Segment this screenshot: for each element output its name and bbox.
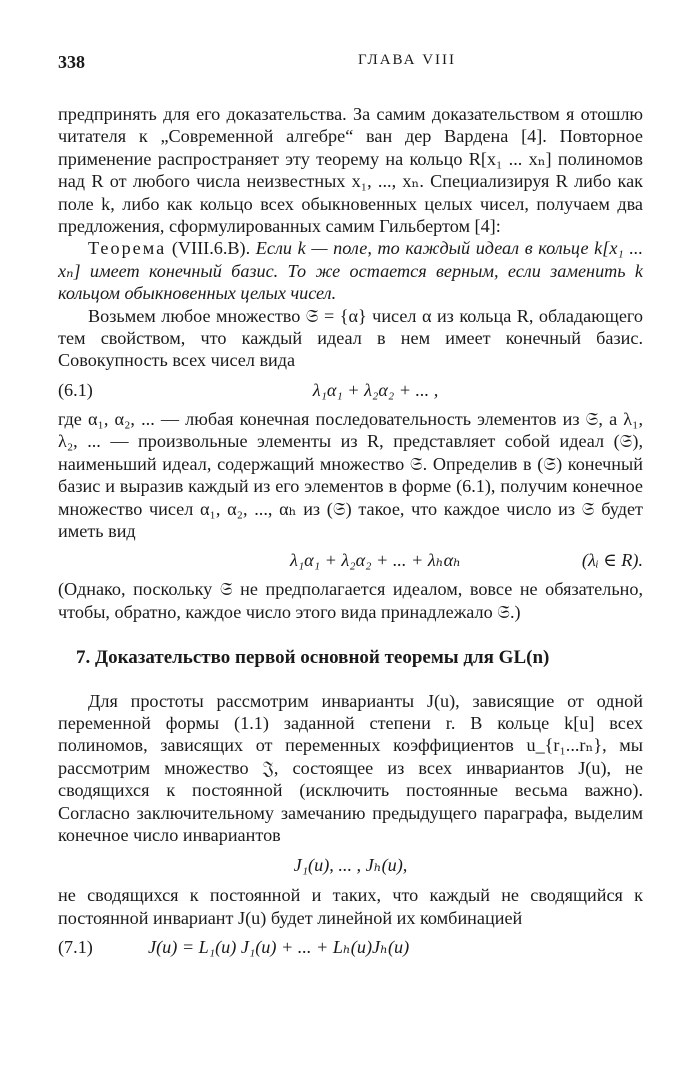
theorem (58, 237, 643, 304)
page-body (58, 103, 643, 965)
paragraph-3: где α₁, α₂, ... — любая конечная последовательность элементов из 𝔖, а λ₁, λ₂, ... — произвольные элементы из R, представляет собой идеал (𝔖), наименьший идеал, содержащий множество 𝔖. Определив в (𝔖) конечный базис и выразив каждый из его элементов в форме (6.1), получим конечное множество чисел α₁, α₂, ..., αₕ из (𝔖) такое, что каждое число из 𝔖 будет иметь вид (58, 408, 643, 541)
formula-basis-expr: λ₁α₁ + λ₂α₂ + ... + λₕαₕ (289, 550, 462, 571)
chapter-title: ГЛАВА VIII (358, 52, 457, 68)
formula-7-1-expr: J(u) = L₁(u) J₁(u) + ... + Lₕ(u)Jₕ(u) (148, 936, 410, 957)
formula-6-1-label: (6.1) (58, 379, 93, 400)
paragraph-1: предпринять для его доказательства. За самим доказательством я отошлю читателя к „Современной алгебре“ ван дер Вардена [4]. Повторное применение распространяет эту теорему на кольцо R[x₁ ... xₙ] полиномов над R от любого числа неизвестных x₁, ..., xₙ. Специализируя R либо как поле k, либо как кольцо всех обыкновенных целых чисел, получаем два предложения, сформулированных самим Гильбертом [4]: (58, 104, 643, 237)
theorem-ref: (VIII.6.B). (171, 238, 251, 259)
paragraph-5: Для простоты рассмотрим инварианты J(u), зависящие от одной переменной формы (1.1) заданной степени r. В кольце k[u] всех полиномов, зависящих от переменных коэффициентов u_{r₁...rₙ}, мы рассмотрим множество 𝔍, состоящее из всех инвариантов J(u), не сводящихся к постоянной (исключить постоянные весьма важно). Согласно заключительному замечанию предыдущего параграфа, выделим конечное число инвариантов (58, 690, 643, 845)
section-title: 7. Доказательство первой основной теоремы для GL(n) (76, 647, 550, 669)
formula-basis-condition: (λᵢ ∈ R). (581, 550, 643, 571)
paragraph-4: (Однако, поскольку 𝔖 не предполагается идеалом, вовсе не обязательно, чтобы, обратно, каждое число этого вида принадлежало 𝔖.) (58, 579, 643, 622)
formula-invariants: J₁(u), ... , Jₕ(u), (293, 855, 408, 876)
formula-7-1 (58, 932, 643, 962)
paragraph-6: не сводящихся к постоянной и таких, что каждый не сводящийся к постоянной инвариант J(u) будет линейной их комбинацией (58, 885, 643, 928)
formula-7-1-label: (7.1) (58, 936, 93, 957)
formula-basis (58, 545, 643, 575)
paragraph-2: Возьмем любое множество 𝔖 = {α} чисел α из кольца R, обладающего тем свойством, что каждый идеал в нем имеет конечный базис. Совокупность всех чисел вида (58, 305, 643, 371)
page-number: 338 (58, 52, 85, 72)
formula-6-1 (58, 375, 643, 405)
theorem-label: Теорема (88, 238, 167, 259)
theorem-text: Если k — поле, то каждый идеал в кольце k[x₁ ... xₙ] имеет конечный базис. То же остается верным, если заменить k кольцом обыкновенных целых чисел. (58, 238, 643, 304)
formula-6-1-expr: λ₁α₁ + λ₂α₂ + ... , (312, 379, 439, 400)
